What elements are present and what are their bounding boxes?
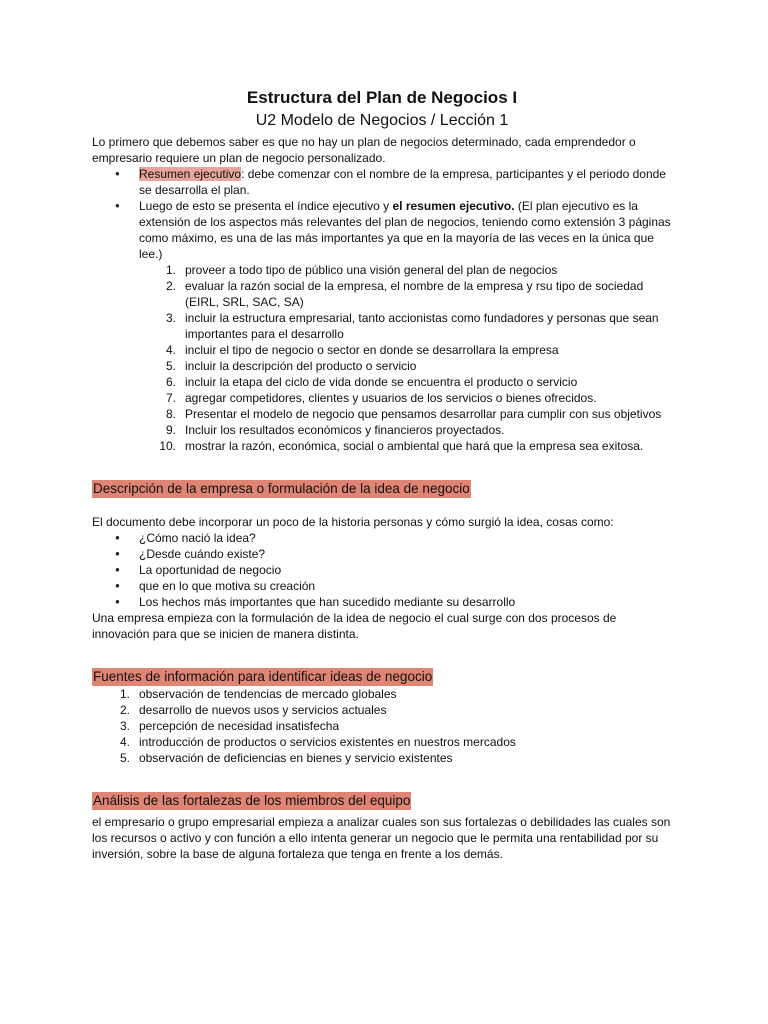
- list-item: [119, 686, 672, 702]
- item-text: Incluir los resultados económicos y financieros proyectados.: [185, 423, 505, 437]
- list-item: ● ¿Cómo nació la idea?: [92, 530, 672, 546]
- intro-paragraph: Lo primero que debemos saber es que no hay un plan de negocios determinado, cada emprendedor o empresario requiere un plan de negocio personalizado.: [92, 135, 636, 165]
- item-text: introducción de productos o servicios existentes en nuestros mercados: [139, 735, 516, 749]
- bullet-text-post: (El plan ejecutivo es la extensión de los aspectos más relevantes del plan de negocios, teniendo como extensión 3 páginas como máximo, es una de las más importantes ya que en la mayoría de las veces en la única que lee.): [139, 199, 671, 261]
- item-number: 1.: [165, 263, 176, 277]
- item-text: agregar competidores, clientes y usuarios de los servicios o bienes ofrecidos.: [185, 391, 597, 405]
- bullet-text-pre: Luego de esto se presenta el índice ejecutivo y: [139, 199, 393, 213]
- document-content: [92, 86, 672, 862]
- item-text: desarrollo de nuevos usos y servicios actuales: [139, 703, 387, 717]
- item-number: 10.: [159, 439, 176, 453]
- item-text: mostrar la razón, económica, social o ambiental que hará que la empresa sea exitosa.: [185, 439, 644, 453]
- sources-numbered-list: [119, 686, 672, 766]
- section-intro: El documento debe incorporar un poco de la historia personas y cómo surgió la idea, cosas como:: [92, 515, 614, 529]
- highlighted-term: Resumen ejecutivo: [139, 167, 242, 181]
- section-closing-paragraph: Una empresa empieza con la formulación de la idea de negocio el cual surge con dos procesos de innovación para que se inicien de manera distinta.: [92, 611, 617, 641]
- list-item: [119, 718, 672, 734]
- item-number: 6.: [165, 375, 176, 389]
- list-item: [119, 750, 672, 766]
- item-text: Presentar el modelo de negocio que pensamos desarrollar para cumplir con sus objetivos: [185, 407, 662, 421]
- bullet-text: : debe comenzar con el nombre de la empresa, participantes y el periodo donde se desarrolla el plan.: [139, 167, 666, 197]
- item-text: percepción de necesidad insatisfecha: [139, 719, 340, 733]
- item-text: incluir la etapa del ciclo de vida donde se encuentra el producto o servicio: [185, 375, 578, 389]
- bold-term: el resumen ejecutivo.: [392, 199, 515, 213]
- item-number: 8.: [165, 407, 176, 421]
- list-item: ● ¿Desde cuándo existe?: [92, 546, 672, 562]
- item-text: evaluar la razón social de la empresa, el nombre de la empresa y rsu tipo de sociedad (EIRL, SRL, SAC, SA): [185, 279, 644, 309]
- list-item: [165, 358, 672, 374]
- list-item: [165, 262, 672, 278]
- list-item: [165, 310, 672, 342]
- list-item: ● que en lo que motiva su creación: [92, 578, 672, 594]
- list-item: [119, 734, 672, 750]
- bullet-resumen-ejecutivo: [92, 166, 672, 198]
- item-text: proveer a todo tipo de público una visión general del plan de negocios: [185, 263, 558, 277]
- list-item: [119, 702, 672, 718]
- document-title: Estructura del Plan de Negocios I: [246, 88, 518, 107]
- list-item: ● La oportunidad de negocio: [92, 562, 672, 578]
- list-item: [165, 278, 672, 310]
- item-number: 5.: [119, 751, 130, 765]
- section-heading: Descripción de la empresa o formulación de la idea de negocio: [93, 481, 470, 496]
- bullet-indice-ejecutivo: [92, 198, 672, 262]
- section-heading: Análisis de las fortalezas de los miembros del equipo: [93, 793, 411, 808]
- section-heading: Fuentes de información para identificar ideas de negocio: [93, 669, 433, 684]
- item-text: incluir la estructura empresarial, tanto accionistas como fundadores y personas que sean importantes para el desarrollo: [185, 311, 659, 341]
- item-number: 1.: [119, 687, 130, 701]
- item-text: incluir el tipo de negocio o sector en donde se desarrollara la empresa: [185, 343, 559, 357]
- section-fortalezas: [92, 792, 672, 862]
- item-text: observación de tendencias de mercado globales: [139, 687, 397, 701]
- intro-bullet-list: [92, 166, 672, 262]
- item-number: 2.: [165, 279, 176, 293]
- item-number: 4.: [119, 735, 130, 749]
- list-item: [165, 406, 672, 422]
- section-body: el empresario o grupo empresarial empieza a analizar cuales son sus fortalezas o debilidades las cuales son los recursos o activo y con función a ello intenta generar un negocio que le permita una rentabilidad por su inversión, sobre la base de alguna fortaleza que tenga en frente a los demás.: [92, 815, 671, 861]
- section-bullet-list: [92, 530, 672, 610]
- list-item: [165, 390, 672, 406]
- item-text: observación de deficiencias en bienes y servicio existentes: [139, 751, 453, 765]
- section-fuentes: [92, 668, 672, 766]
- list-item: [165, 422, 672, 438]
- document-subtitle: U2 Modelo de Negocios / Lección 1: [255, 112, 509, 129]
- list-item: [165, 342, 672, 358]
- item-number: 5.: [165, 359, 176, 373]
- item-text: incluir la descripción del producto o servicio: [185, 359, 417, 373]
- list-item: [165, 374, 672, 390]
- section-descripcion: [92, 480, 672, 642]
- item-number: 3.: [165, 311, 176, 325]
- summary-numbered-list: [159, 262, 672, 454]
- item-number: 4.: [165, 343, 176, 357]
- list-item: [159, 438, 672, 454]
- item-number: 9.: [165, 423, 176, 437]
- item-number: 3.: [119, 719, 130, 733]
- list-item: ● Los hechos más importantes que han sucedido mediante su desarrollo: [92, 594, 672, 610]
- item-number: 2.: [119, 703, 130, 717]
- item-number: 7.: [165, 391, 176, 405]
